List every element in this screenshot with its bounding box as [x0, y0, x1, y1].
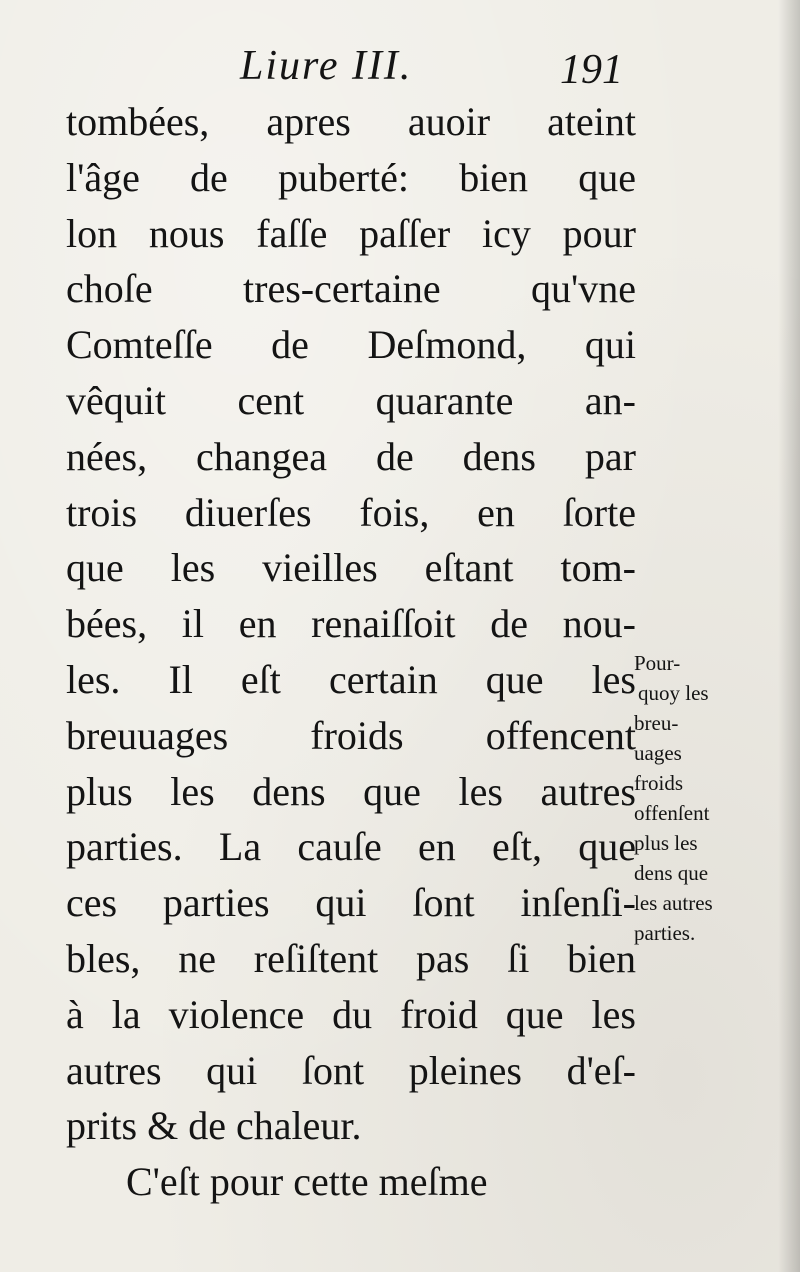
margin-note-line: les autres [634, 891, 713, 915]
margin-note-line: offenſent [634, 801, 710, 825]
paragraph-start-line: C'eſt pour cette meſme [126, 1159, 488, 1205]
running-title: Liure III. [240, 43, 413, 89]
margin-note-line: plus les [634, 831, 698, 855]
text-line: bles, ne reſiſtent pas ſi bien [66, 935, 636, 981]
margin-note-line: dens que [634, 861, 709, 885]
text-line: nées, changea de dens par [66, 433, 636, 479]
text-line: autres qui ſont pleines d'eſ- [66, 1047, 636, 1093]
text-line: choſe tres-certaine qu'vne [66, 266, 636, 312]
margin-note [634, 648, 764, 948]
text-line: plus les dens que les autres [66, 768, 636, 814]
text-line: bées, il en renaiſſoit de nou- [66, 601, 636, 647]
text-line: vêquit cent quarante an- [66, 377, 636, 423]
margin-note-line: Pour- [634, 651, 681, 675]
body-text [66, 94, 636, 1210]
text-line: à la violence du froid que les [66, 991, 636, 1037]
page-number: 191 [560, 47, 623, 93]
margin-note-line: breu- [634, 711, 679, 735]
margin-note-line: froids [634, 771, 683, 795]
text-line: breuuages froids offencent [66, 712, 636, 758]
text-line: trois diuerſes fois, en ſorte [66, 489, 636, 535]
text-line: Comteſſe de Deſmond, qui [66, 322, 636, 368]
text-line: lon nous faſſe paſſer icy pour [66, 210, 636, 256]
text-line: les. Il eſt certain que les [66, 656, 636, 702]
text-line: que les vieilles eſtant tom- [66, 545, 636, 591]
page-header [240, 38, 640, 94]
margin-note-line: parties. [634, 921, 696, 945]
page-edge-shadow [778, 0, 800, 1272]
margin-note-line: quoy les [638, 681, 709, 705]
text-line: tombées, apres auoir ateint [66, 99, 636, 144]
text-line: parties. La cauſe en eſt, que [66, 824, 636, 870]
text-line: l'âge de puberté: bien que [66, 154, 636, 200]
text-line: prits & de chaleur. [66, 1103, 362, 1149]
text-line: ces parties qui ſont inſenſi- [66, 880, 636, 926]
margin-note-line: uages [634, 741, 682, 765]
